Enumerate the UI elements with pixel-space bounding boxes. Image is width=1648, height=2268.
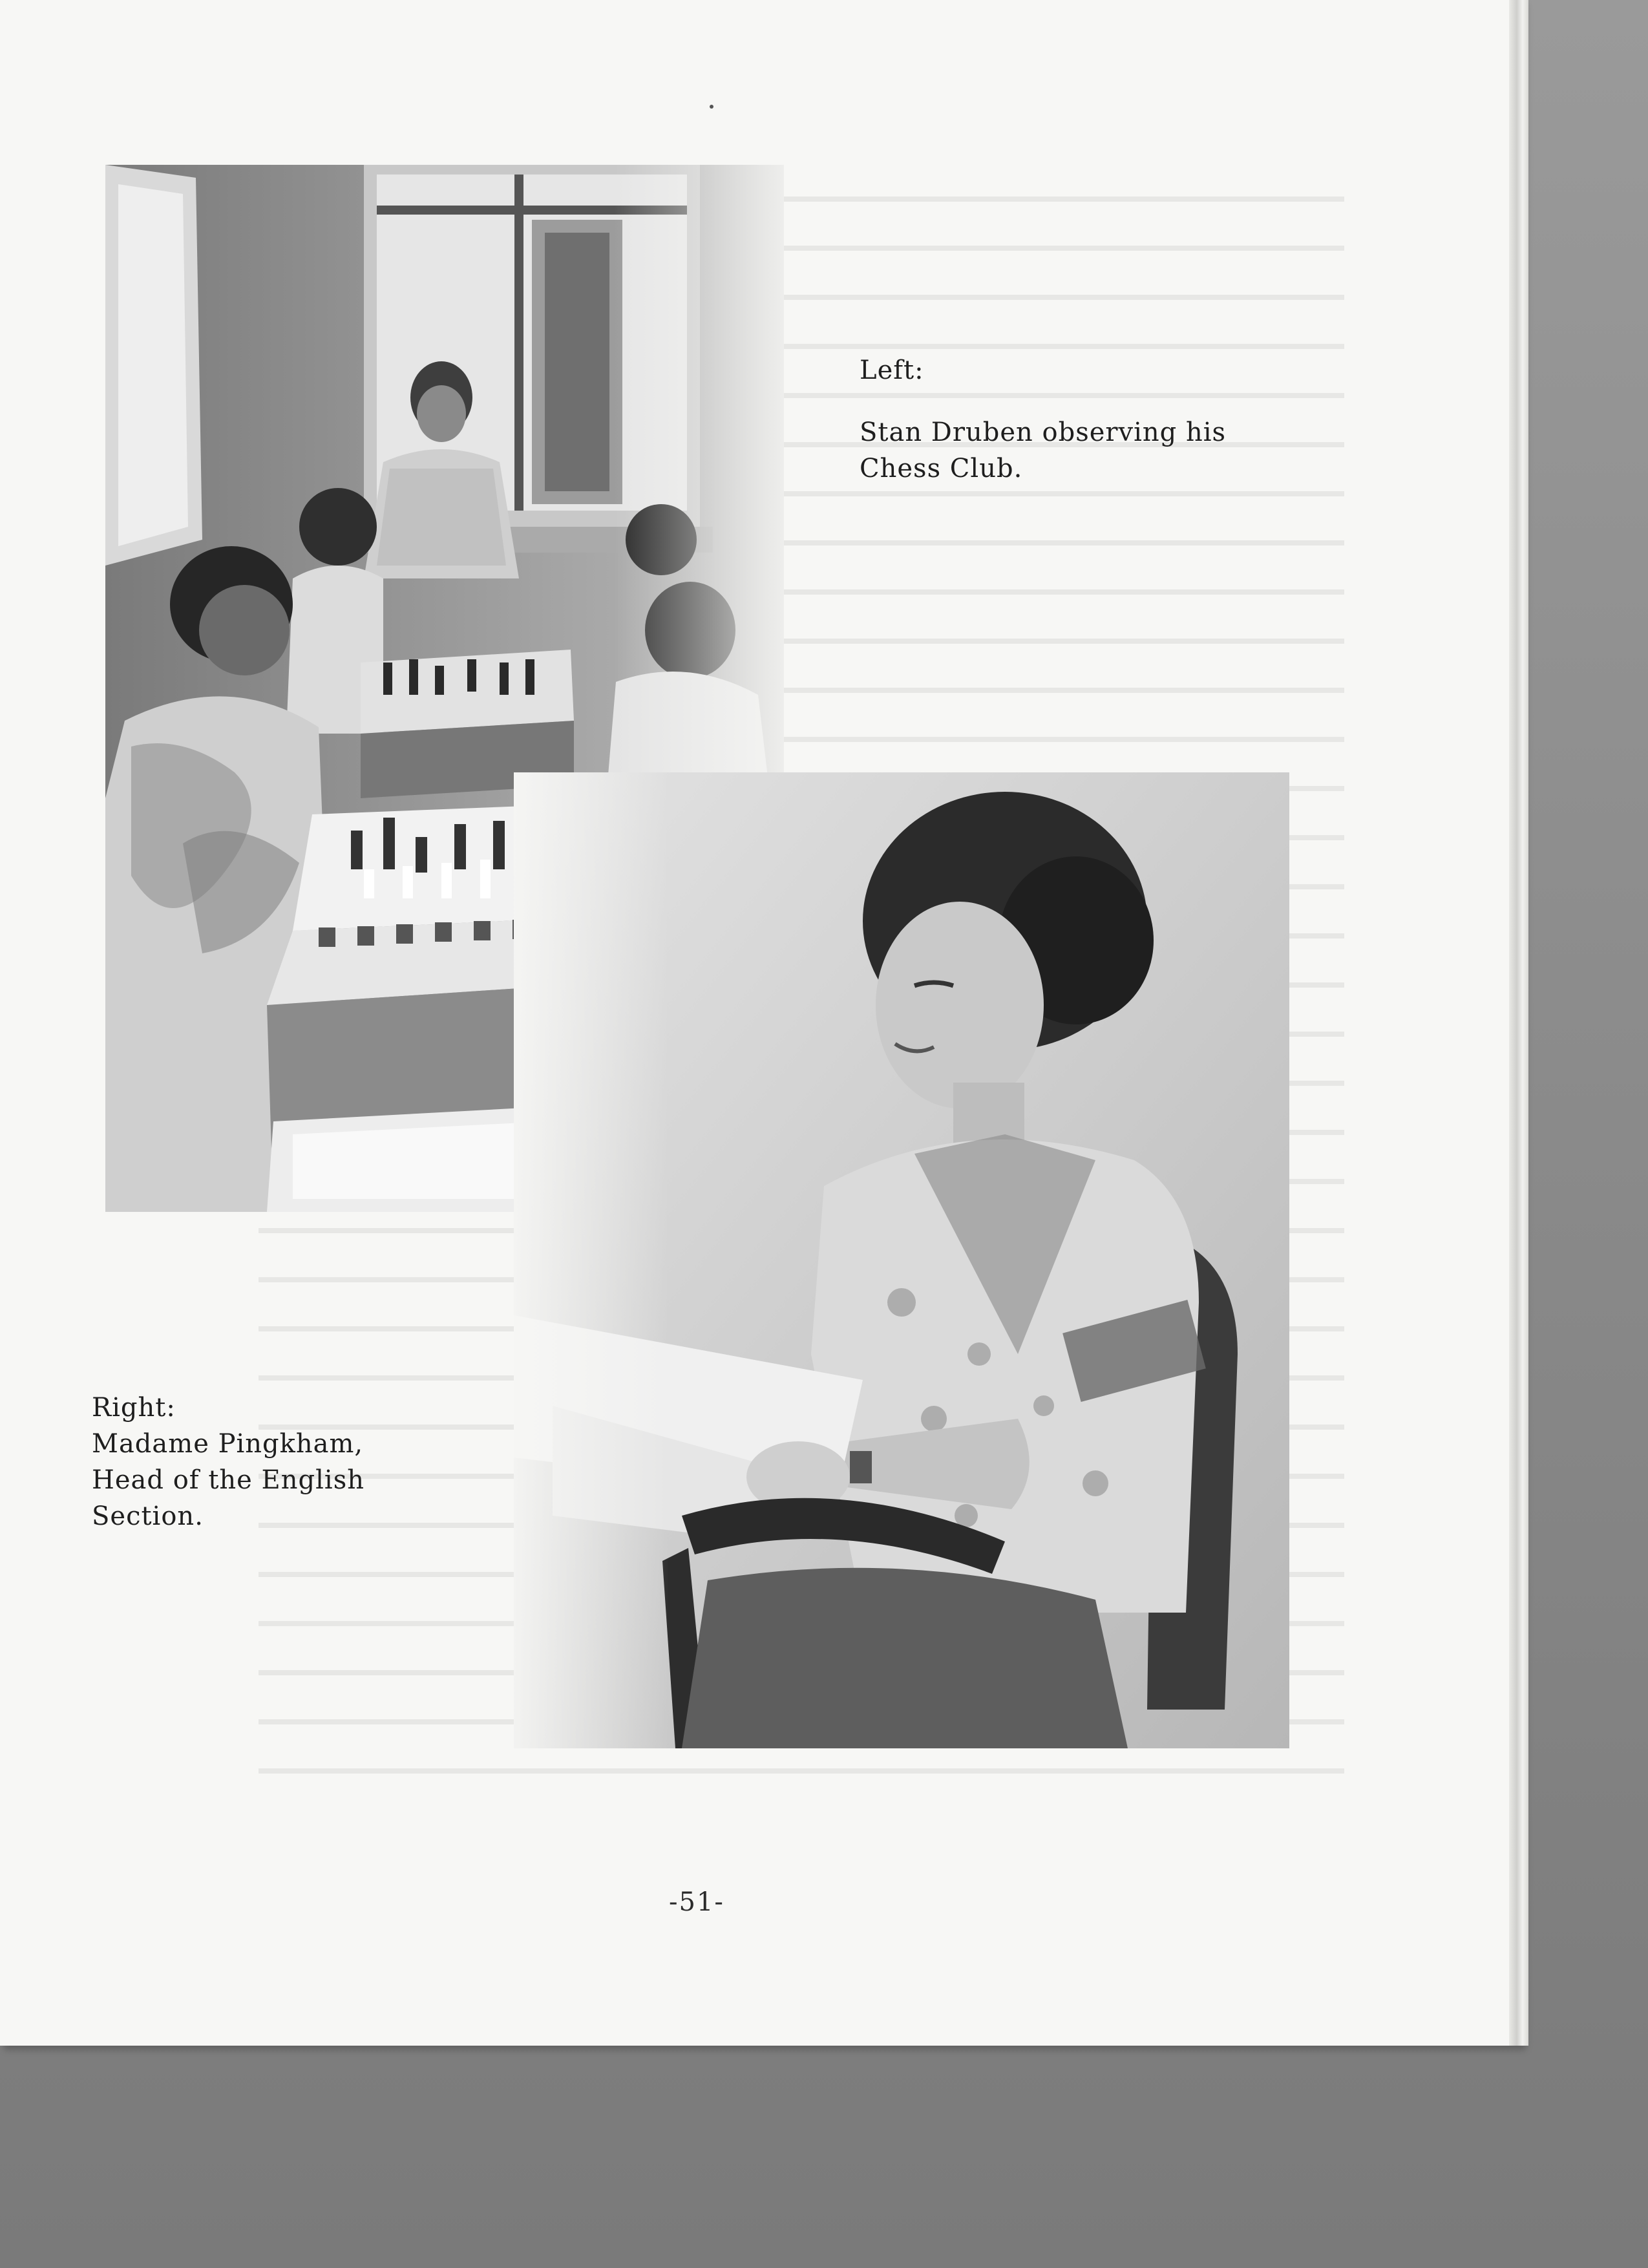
- right-caption-heading: Right:: [92, 1393, 176, 1423]
- page-edge: [1509, 0, 1528, 2046]
- caption-spacer: [860, 388, 1226, 414]
- left-caption: [860, 352, 1226, 487]
- right-caption-line: Section.: [92, 1501, 204, 1531]
- right-caption: [92, 1390, 364, 1534]
- right-caption-line: Head of the English: [92, 1465, 364, 1495]
- left-caption-line: Chess Club.: [860, 454, 1023, 483]
- left-caption-line: Stan Druben observing his: [860, 418, 1227, 447]
- right-caption-line: Madame Pingkham,: [92, 1429, 364, 1459]
- portrait-photo: [514, 772, 1289, 1748]
- left-caption-heading: Left:: [860, 355, 924, 385]
- portrait-photo-icon: [514, 772, 1289, 1748]
- page-number: -51-: [669, 1887, 724, 1917]
- print-speck: [710, 105, 713, 109]
